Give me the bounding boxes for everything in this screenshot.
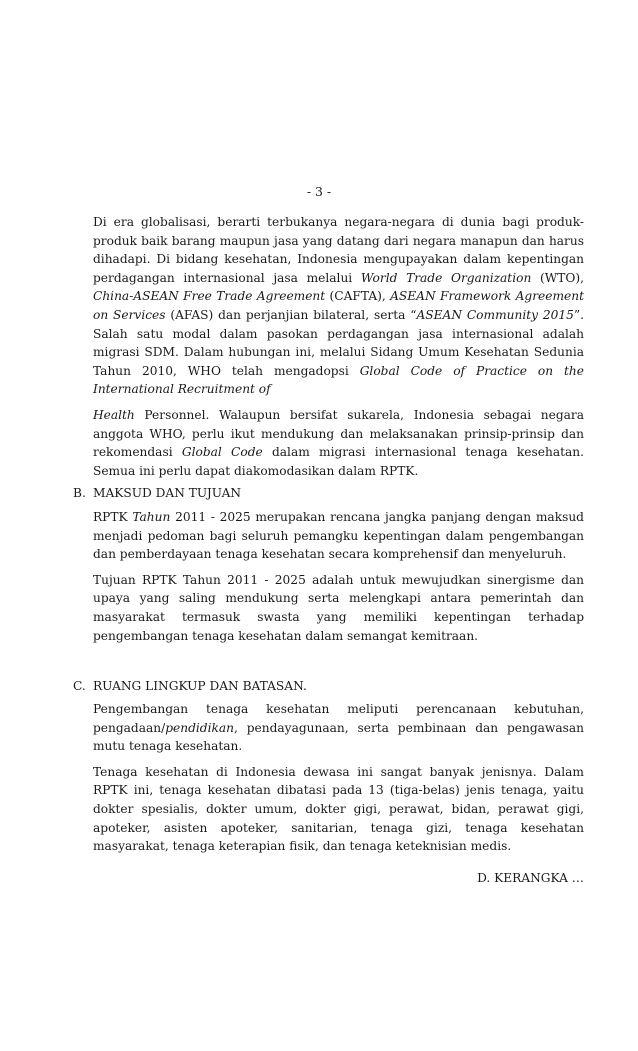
next-page-reference: D. KERANGKA … <box>477 871 584 885</box>
section-c-title: RUANG LINGKUP DAN BATASAN. <box>93 679 307 693</box>
section-b-heading <box>73 484 241 502</box>
section-b-text <box>93 508 584 652</box>
intro-text <box>93 213 584 487</box>
section-c-text <box>93 700 584 863</box>
section-c-paragraph-2: Tenaga kesehatan di Indonesia dewasa ini sangat banyak jenisnya. Dalam RPTK ini, tenaga kesehatan dibatasi pada 13 (tiga-belas) jenis tenaga, yaitu dokter spesialis, dokter umum, dokter gigi, perawat, bidan, perawat gigi, apoteker, asisten apoteker, sanitarian, tenaga gizi, tenaga kesehatan masyarakat, tenaga keterapian fisik, dan tenaga keteknisian medis. <box>93 764 584 854</box>
section-b-letter: B. <box>73 486 86 500</box>
page-number: - 3 - <box>306 184 332 199</box>
section-c-letter: C. <box>73 679 86 693</box>
intro-paragraph-1: Di era globalisasi, berarti terbukanya negara-negara di dunia bagi produk-produk baik barang maupun jasa yang datang dari negara manapun dan harus dihadapi. Di bidang kesehatan, Indonesia mengupayakan dalam kepentingan perdagangan internasional jasa melalui World Trade Organization (WTO), China-ASEAN Free Trade Agreement (CAFTA), ASEAN Framework Agreement on Services (AFAS) dan perjanjian bilateral, serta “ASEAN Community 2015”. Salah satu modal dalam pasokan perdagangan jasa internasional adalah migrasi SDM. Dalam hubungan ini, melalui Sidang Umum Kesehatan Sedunia Tahun 2010, WHO telah mengadopsi Global Code of Practice on the International Recruitment of <box>93 215 585 397</box>
section-c-paragraph-1: Pengembangan tenaga kesehatan meliputi perencanaan kebutuhan, pengadaan/pendidikan, pendayagunaan, serta pembinaan dan pengawasan mutu tenaga kesehatan. <box>93 702 584 754</box>
section-b-title: MAKSUD DAN TUJUAN <box>93 486 242 500</box>
section-b-paragraph-2: Tujuan RPTK Tahun 2011 - 2025 adalah untuk mewujudkan sinergisme dan upaya yang saling mendukung serta melengkapi antara pemerintah dan masyarakat termasuk swasta yang memiliki kepentingan terhadap pengembangan tenaga kesehatan dalam semangat kemitraan. <box>93 572 584 643</box>
section-c-heading <box>73 677 307 695</box>
section-b-paragraph-1: RPTK Tahun 2011 - 2025 merupakan rencana jangka panjang dengan maksud menjadi pedoman bagi seluruh pemangku kepentingan dalam pengembangan dan pemberdayaan tenaga kesehatan secara komprehensif dan menyeluruh. <box>93 510 584 562</box>
intro-paragraph-2: Health Personnel. Walaupun bersifat sukarela, Indonesia sebagai negara anggota WHO, perlu ikut mendukung dan melaksanakan prinsip-prinsip dan rekomendasi Global Code dalam migrasi internasional tenaga kesehatan. Semua ini perlu dapat diakomodasikan dalam RPTK. <box>93 407 584 478</box>
